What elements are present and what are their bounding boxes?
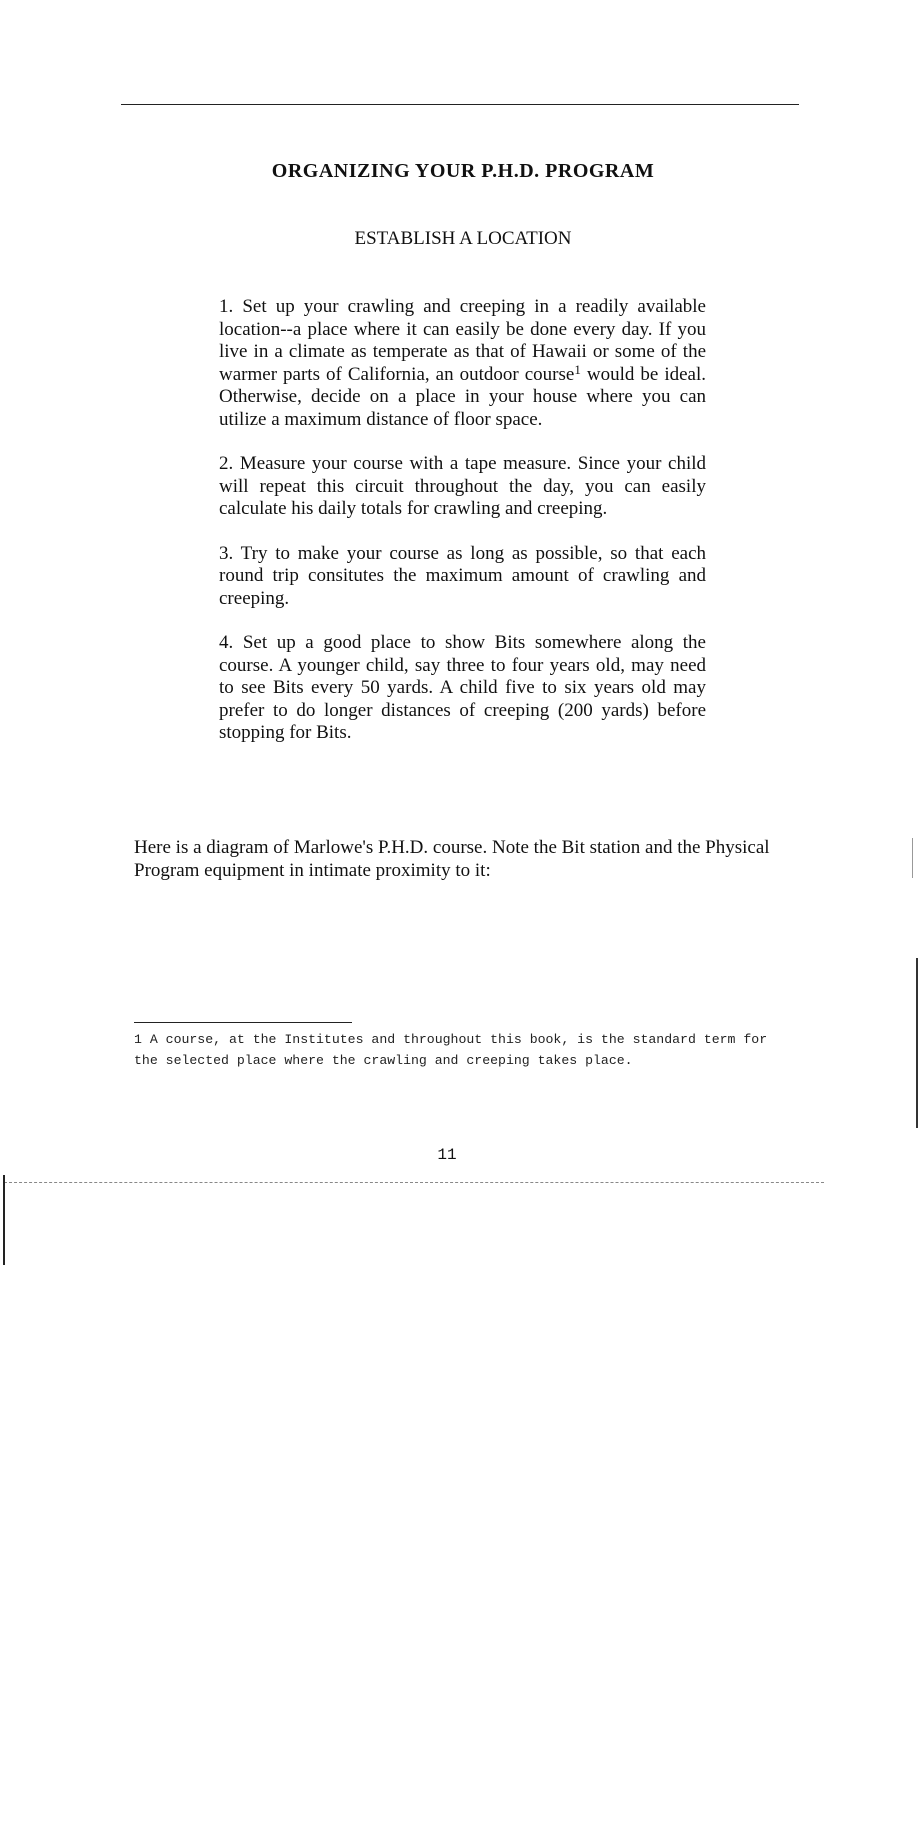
item-1-text: 1. Set up your crawling and creeping in a readily available location--a place where it can easily be done every day. If you live in a climate as temperate as that of Hawaii or some of the warmer parts of California, an outdoor course (219, 296, 706, 385)
header-rule (121, 104, 799, 105)
page-title: ORGANIZING YOUR P.H.D. PROGRAM (271, 160, 655, 182)
section-heading: ESTABLISH A LOCATION (354, 228, 572, 249)
footnote: 1 A course, at the Institutes and throughout this book, is the standard term for the selected place where the crawling and creeping takes place. (134, 1032, 768, 1068)
item-1-text-cont: would be ideal. Otherwise, decide on a place in your house where you can utilize a maximum distance of floor space. (219, 363, 707, 430)
list-item-4: 4. Set up a good place to show Bits somewhere along the course. A younger child, say three to four years old, may need to see Bits every 50 yards. A child five to six years old may prefer to do longer distances of creeping (200 yards) before stopping for Bits. (219, 632, 706, 743)
footnote-marker: 1 (574, 361, 581, 377)
diagram-intro-paragraph: Here is a diagram of Marlowe's P.H.D. course. Note the Bit station and the Physical Program equipment in intimate proximity to it: (134, 837, 770, 881)
footnote-rule (134, 1022, 352, 1023)
list-item-3: 3. Try to make your course as long as possible, so that each round trip consitutes the maximum amount of crawling and creeping. (219, 542, 706, 609)
list-item-1 (219, 296, 706, 431)
scan-edge-mark (912, 838, 913, 878)
list-item-2: 2. Measure your course with a tape measure. Since your child will repeat this circuit throughout the day, you can easily calculate his daily totals for crawling and creeping. (219, 453, 706, 519)
scan-edge-mark (3, 1175, 5, 1265)
page-number: 11 (437, 1146, 457, 1164)
numbered-list (219, 296, 706, 767)
footer-rule (4, 1182, 824, 1183)
